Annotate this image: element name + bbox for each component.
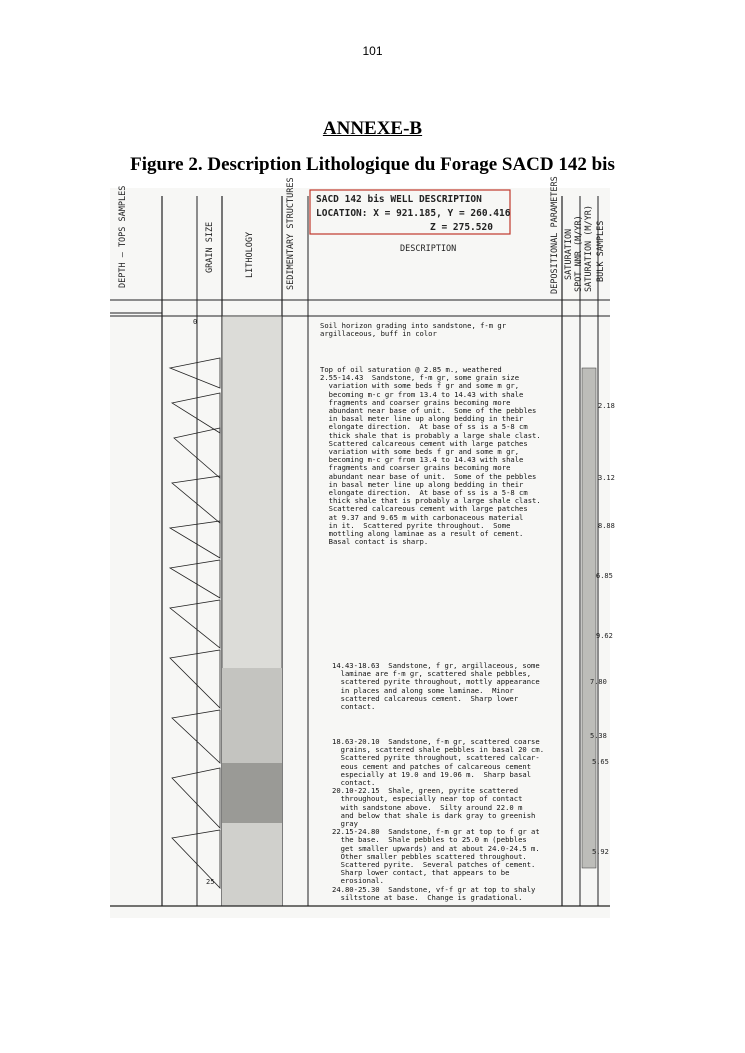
right-label-7: 5.38 xyxy=(590,732,607,740)
right-label-4: 6.85 xyxy=(596,572,613,580)
header-spot-nmr: SPOT NMR (M/YR) xyxy=(574,215,584,292)
right-label-3: 8.88 xyxy=(598,522,615,530)
well-title: SACD 142 bis WELL DESCRIPTION xyxy=(316,194,482,205)
right-label-8: 5.65 xyxy=(592,758,609,766)
header-bulk: BULK SAMPLES xyxy=(596,220,606,282)
well-log-figure xyxy=(110,176,615,918)
right-label-2: 3.12 xyxy=(598,474,615,482)
header-grain-size: GRAIN SIZE xyxy=(205,221,215,273)
header-saturation: SATURATION xyxy=(564,228,574,280)
figure-caption: Figure 2. Description Lithologique du Forage SACD 142 bis xyxy=(130,154,615,175)
right-label-6: 7.80 xyxy=(590,678,607,686)
header-depositional: DEPOSITIONAL PARAMETERS xyxy=(550,176,560,294)
well-elevation: Z = 275.520 xyxy=(430,222,493,233)
description-unit-3: 18.63-20.10 Sandstone, f-m gr, scattered coarse grains, scattered shale pebbles in basal 20 cm. Scattered pyrite throughout, scattered calcar- eous cement and patches of calcareous cement especially at 19.0 and 19.06 m. Sharp basal contact. 20.10-22.15 Shale, green, pyrite scattered throughout, especially near top of contact with sandstone above. Silty around 22.0 m and below that shale is dark gray to greenish gray 22.15-24.80 Sandstone, f-m gr at top to f gr at the base. Shale pebbles to 25.0 m (pebbles get smaller upwards) and at about 24.0-24.5 m. Other smaller pebbles scattered throughout. Scattered pyrite. Several patches of cement. Sharp lower contact, that appears to be erosional. 24.80-25.30 Sandstone, vf-f gr at top to shaly siltstone at base. Change is gradational. xyxy=(332,737,545,902)
page-number: 101 xyxy=(362,44,383,58)
description-unit-2: 14.43-18.63 Sandstone, f gr, argillaceous, some laminae are f-m gr, scattered shale pebbles, scattered pyrite throughout, mottly appearance in places and along some laminae. Minor scattered calcareous cement. Sharp lower contact. xyxy=(332,661,540,712)
depth-label-bottom: 25 xyxy=(206,878,215,886)
description-soil: Soil horizon grading into sandstone, f-m gr argillaceous, buff in color xyxy=(320,321,507,339)
annex-title: ANNEXE-B xyxy=(322,118,423,139)
depth-label-top: 0 xyxy=(193,318,198,326)
header-lithology: LITHOLOGY xyxy=(245,231,255,278)
header-saturation-nmr: SATURATION (M/YR) xyxy=(584,205,594,292)
well-location: LOCATION: X = 921.185, Y = 260.416 xyxy=(316,208,511,219)
right-label-1: 2.18 xyxy=(598,402,615,410)
header-description: DESCRIPTION xyxy=(400,244,457,254)
header-depth: DEPTH – TOPS SAMPLES xyxy=(118,185,128,288)
header-sedimentary: SEDIMENTARY STRUCTURES xyxy=(286,177,296,290)
right-label-9: 5.92 xyxy=(592,848,609,856)
right-label-5: 9.62 xyxy=(596,632,613,640)
description-unit-1: Top of oil saturation @ 2.85 m., weathered 2.55-14.43 Sandstone, f-m gr, some grain size variation with some beds f gr and some m gr, becoming m-c gr from 13.4 to 14.43 with shale fragments and coarser grains becoming more abundant near base of unit. Some of the pebbles in basal meter line up along bedding in their elongate direction. At base of ss is a 5-8 cm thick shale that is probably a large shale clast. Scattered calcareous cement with large patches variation with some beds f gr and some m gr, becoming m-c gr from 13.4 to 14.43 with shale fragments and coarser grains becoming more abundant near base of unit. Some of the pebbles in basal meter line up along bedding in their elongate direction. At base of ss is a 5-8 cm thick shale that is probably a large shale clast. Scattered calcareous cement with large patches at 9.37 and 9.65 m with carbonaceous material in it. Scattered pyrite throughout. Some mottling along laminae as a result of cement. Basal contact is sharp. xyxy=(320,365,541,547)
